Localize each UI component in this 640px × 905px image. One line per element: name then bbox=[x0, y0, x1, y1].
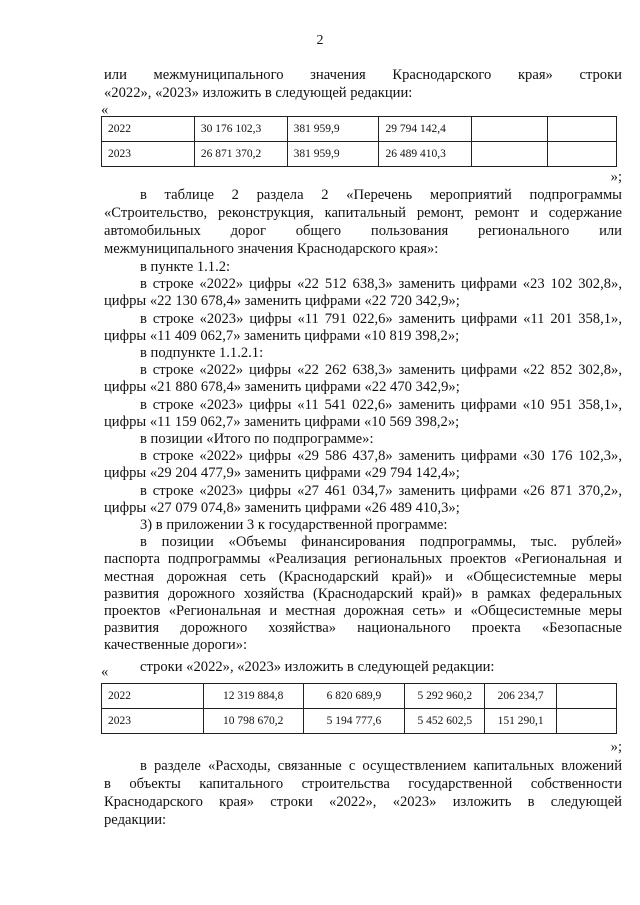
text-line: в пункте 1.1.2: bbox=[140, 259, 231, 275]
text-line: «2022», «2023» изложить в следующей редакции: bbox=[104, 85, 413, 101]
table-row bbox=[102, 117, 617, 142]
table-cell bbox=[472, 142, 548, 167]
table-cell: 6 820 689,9 bbox=[303, 684, 405, 709]
text-line: местная дорожная сеть (Краснодарский край)» и «Общесистемные меры bbox=[104, 568, 622, 585]
table-row bbox=[102, 142, 617, 167]
table-cell: 5 292 960,2 bbox=[405, 684, 485, 709]
text-line: развития дорожного хозяйства (Краснодарский край)» в рамках федеральных bbox=[104, 585, 622, 602]
text-line: в объекты капитального строительства государственной собственности bbox=[104, 776, 622, 792]
table-cell bbox=[548, 117, 617, 142]
table-cell: 29 794 142,4 bbox=[379, 117, 472, 142]
text-line: проектов «Региональная и местная дорожная сеть» и «Общесистемные меры bbox=[104, 603, 622, 619]
close-quote: »; bbox=[610, 739, 622, 755]
text-line: в разделе «Расходы, связанные с осуществлением капитальных вложений bbox=[140, 758, 622, 774]
text-line: паспорта подпрограммы «Реализация региональных проектов «Региональная и bbox=[104, 551, 622, 568]
table-cell: 30 176 102,3 bbox=[194, 117, 287, 142]
text-line: 3) в приложении 3 к государственной программе: bbox=[140, 517, 448, 533]
text-line: межмуниципального значения Краснодарского края»: bbox=[104, 241, 439, 257]
text-line: автомобильных дорог общего пользования регионального или bbox=[104, 223, 622, 239]
text-line: в строке «2023» цифры «11 541 022,6» заменить цифрами «10 951 358,1», bbox=[140, 396, 622, 413]
open-quote: « bbox=[101, 664, 109, 680]
table-cell: 5 452 602,5 bbox=[405, 709, 485, 734]
close-quote: »; bbox=[610, 169, 622, 185]
table-cell: 2022 bbox=[102, 117, 195, 142]
table-cell bbox=[548, 142, 617, 167]
text-line: качественные дороги»: bbox=[104, 637, 248, 654]
table-cell bbox=[557, 709, 617, 734]
table-row bbox=[102, 684, 617, 709]
text-line: или межмуниципального значения Краснодарского края» строки bbox=[104, 67, 622, 83]
table-cell: 2022 bbox=[102, 684, 204, 709]
table-row bbox=[102, 709, 617, 734]
table-cell: 2023 bbox=[102, 709, 204, 734]
text-line: в подпункте 1.1.2.1: bbox=[140, 345, 264, 361]
table-cell: 10 798 670,2 bbox=[203, 709, 303, 734]
text-line: цифры «11 409 062,7» заменить цифрами «10 819 398,2»; bbox=[104, 327, 460, 344]
table-cell: 381 959,9 bbox=[287, 142, 379, 167]
text-line: строки «2022», «2023» изложить в следующей редакции: bbox=[140, 658, 495, 675]
table-cell: 12 319 884,8 bbox=[203, 684, 303, 709]
table-cell bbox=[472, 117, 548, 142]
table-2 bbox=[101, 683, 617, 734]
table-cell: 26 489 410,3 bbox=[379, 142, 472, 167]
table-cell: 381 959,9 bbox=[287, 117, 379, 142]
text-line: в строке «2022» цифры «22 262 638,3» заменить цифрами «22 852 302,8», bbox=[140, 362, 622, 379]
text-line: редакции: bbox=[104, 812, 167, 828]
text-line: «Строительство, реконструкция, капитальный ремонт, ремонт и содержание bbox=[104, 205, 622, 221]
text-line: в строке «2022» цифры «22 512 638,3» заменить цифрами «23 102 302,8», bbox=[140, 276, 622, 293]
table-cell: 26 871 370,2 bbox=[194, 142, 287, 167]
table-cell: 206 234,7 bbox=[485, 684, 557, 709]
page-number: 2 bbox=[316, 33, 324, 48]
table-cell bbox=[557, 684, 617, 709]
table-cell: 2023 bbox=[102, 142, 195, 167]
table-1 bbox=[101, 116, 617, 167]
text-line: в строке «2022» цифры «29 586 437,8» заменить цифрами «30 176 102,3», bbox=[140, 448, 622, 465]
text-line: в строке «2023» цифры «27 461 034,7» заменить цифрами «26 871 370,2», bbox=[140, 482, 622, 499]
text-line: в позиции «Объемы финансирования подпрограммы, тыс. рублей» bbox=[140, 534, 622, 551]
text-line: цифры «22 130 678,4» заменить цифрами «22 720 342,9»; bbox=[104, 293, 460, 310]
text-line: цифры «27 079 074,8» заменить цифрами «26 489 410,3»; bbox=[104, 499, 460, 516]
text-line: в строке «2023» цифры «11 791 022,6» заменить цифрами «11 201 358,1», bbox=[140, 310, 622, 327]
table-cell: 5 194 777,6 bbox=[303, 709, 405, 734]
text-line: Краснодарского края» строки «2022», «2023» изложить в следующей bbox=[104, 794, 622, 810]
text-line: в позиции «Итого по подпрограмме»: bbox=[140, 431, 374, 447]
text-line: цифры «21 880 678,4» заменить цифрами «22 470 342,9»; bbox=[104, 379, 460, 396]
text-line: развития дорожного хозяйства» национального проекта «Безопасные bbox=[104, 620, 622, 637]
text-line: в таблице 2 раздела 2 «Перечень мероприятий подпрограммы bbox=[140, 187, 622, 203]
table-cell: 151 290,1 bbox=[485, 709, 557, 734]
text-line: цифры «11 159 062,7» заменить цифрами «10 569 398,2»; bbox=[104, 413, 460, 430]
open-quote: « bbox=[101, 102, 109, 118]
text-line: цифры «29 204 477,9» заменить цифрами «29 794 142,4»; bbox=[104, 465, 460, 482]
